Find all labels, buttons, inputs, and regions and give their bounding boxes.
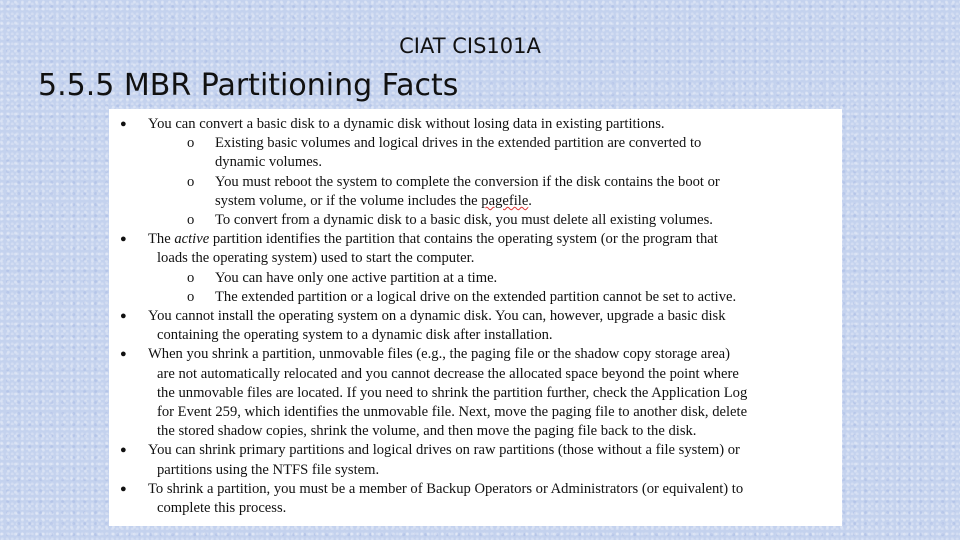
sub-bullet-icon: o [187, 135, 195, 152]
bullet-icon: ● [120, 310, 127, 323]
bullet-text: You can shrink primary partitions and logical drives on raw partitions (those without a file system) or [148, 442, 740, 459]
sub-text: . [528, 192, 532, 209]
sub-bullet-icon: o [187, 173, 195, 190]
sub-item [117, 288, 834, 307]
sub-text: You must reboot the system to complete the conversion if the disk contains the boot or [215, 173, 720, 190]
bullet-text: You cannot install the operating system on a dynamic disk. You can, however, upgrade a basic disk [148, 308, 726, 325]
sub-text: Existing basic volumes and logical drives in the extended partition are converted to [215, 135, 702, 152]
bullet-item [117, 441, 834, 479]
sub-text: dynamic volumes. [215, 154, 323, 171]
bullet-continuation: the stored shadow copies, shrink the volume, and then move the paging file back to the disk. [157, 423, 697, 440]
sub-bullet-icon: o [187, 269, 195, 286]
bullet-text: To shrink a partition, you must be a member of Backup Operators or Administrators (or equivalent) to [148, 480, 744, 497]
bullet-continuation: are not automatically relocated and you cannot decrease the allocated space beyond the point where [157, 365, 739, 382]
sub-text-line [215, 192, 834, 211]
sub-item [117, 173, 834, 211]
bullet-text: The [148, 231, 175, 248]
sub-text: The extended partition or a logical drive on the extended partition cannot be set to active. [215, 288, 737, 305]
sub-bullet-icon: o [187, 212, 195, 229]
bullet-icon: ● [120, 118, 127, 130]
bullet-item [117, 230, 834, 268]
sub-bullet-icon: o [187, 288, 195, 305]
course-title: CIAT CIS101A [399, 34, 541, 58]
bullet-continuation: the unmovable files are located. If you need to shrink the partition further, check the Application Log [157, 384, 748, 401]
sub-item [117, 134, 834, 172]
bullet-continuation: containing the operating system to a dynamic disk after installation. [157, 327, 553, 344]
bullet-icon: ● [120, 482, 127, 495]
document-panel [109, 109, 842, 526]
emphasis-text: active [174, 231, 210, 248]
bullet-text-line [148, 230, 834, 249]
slide-title: 5.5.5 MBR Partitioning Facts [38, 68, 459, 103]
bullet-continuation: for Event 259, which identifies the unmovable file. Next, move the paging file to another disk, delete [157, 404, 748, 421]
sub-item [117, 269, 834, 288]
sub-text: You can have only one active partition at a time. [215, 269, 498, 286]
bullet-icon: ● [120, 444, 127, 457]
sub-item [117, 211, 834, 230]
bullet-text: partition identifies the partition that contains the operating system (or the program that [209, 231, 718, 248]
bullet-continuation: loads the operating system) used to start the computer. [157, 250, 475, 267]
bullet-item [117, 307, 834, 345]
sub-text: system volume, or if the volume includes the [215, 192, 482, 209]
bullet-continuation: partitions using the NTFS file system. [157, 461, 380, 478]
bullet-item [117, 115, 834, 134]
bullet-continuation: complete this process. [157, 500, 287, 517]
bullet-text: When you shrink a partition, unmovable files (e.g., the paging file or the shadow copy storage area) [148, 346, 730, 363]
bullet-item [117, 480, 834, 518]
sub-text: To convert from a dynamic disk to a basic disk, you must delete all existing volumes. [215, 212, 713, 229]
bullet-icon: ● [120, 233, 127, 246]
spellcheck-word: pagefile [481, 192, 529, 209]
bullet-item [117, 345, 834, 441]
bullet-icon: ● [120, 348, 127, 361]
bullet-text: You can convert a basic disk to a dynamic disk without losing data in existing partitions. [148, 116, 665, 132]
